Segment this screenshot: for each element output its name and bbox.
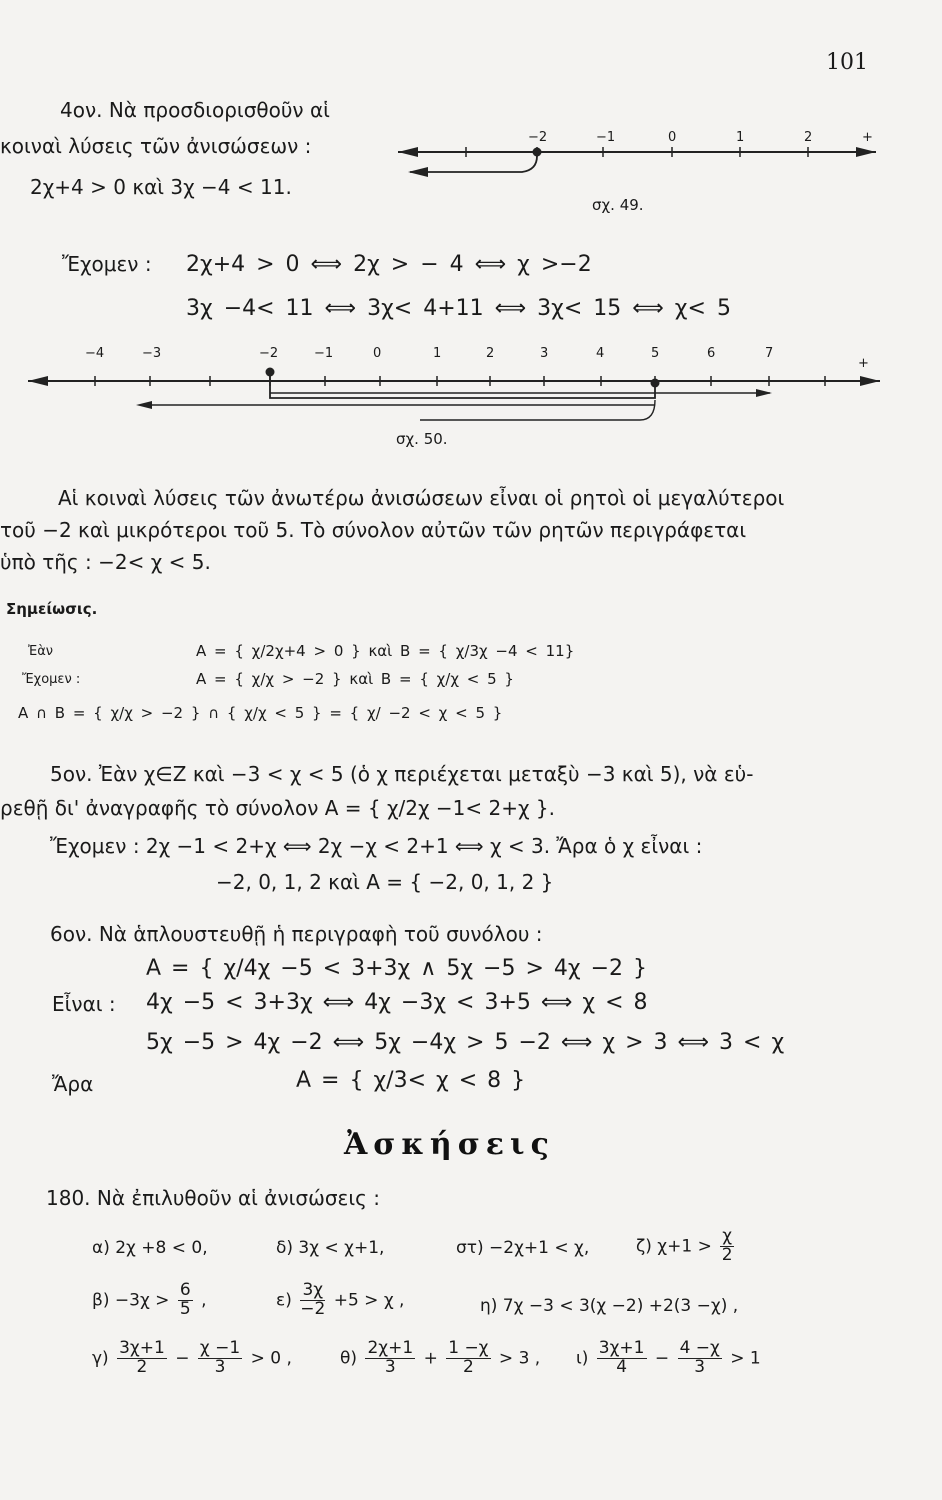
exercise-d: δ) 3χ < χ+1, xyxy=(276,1238,385,1258)
exercise-th-suffix: > 3 , xyxy=(498,1348,541,1369)
exercise-h: η) 7χ −3 < 3(χ −2) +2(3 −χ) , xyxy=(480,1296,739,1316)
fig50-tick-label: 1 xyxy=(433,346,442,361)
ex4-line2: κοιναὶ λύσεις τῶν ἀνισώσεων : xyxy=(0,134,312,158)
fig50-tick-label: 2 xyxy=(486,346,495,361)
ex6-line5: Α = { χ/3< χ < 8 } xyxy=(296,1068,526,1093)
fig50-tick-label: −4 xyxy=(85,346,105,361)
fig49-tick-label: 0 xyxy=(668,130,677,145)
fig50-tick-label: + xyxy=(858,356,869,371)
fig50-tick-label: 6 xyxy=(707,346,716,361)
exercise-b-prefix: β) −3χ > xyxy=(92,1290,170,1311)
fig50-tick-label: −3 xyxy=(142,346,162,361)
ex5-line4: −2, 0, 1, 2 καὶ Α = { −2, 0, 1, 2 } xyxy=(216,870,554,894)
exercise-e-suffix: +5 > χ , xyxy=(333,1290,405,1311)
fraction-denominator: 3 xyxy=(694,1356,706,1377)
exercise-z xyxy=(636,1228,737,1265)
exercise-i-fraction2 xyxy=(678,1340,722,1377)
exercise-b xyxy=(92,1282,206,1319)
ex4-work-label: Ἔχομεν : xyxy=(62,252,152,276)
ex4-conclusion-line2: τοῦ −2 καὶ μικρότεροι τοῦ 5. Τὸ σύνολον αὐτῶν τῶν ρητῶν περιγράφεται xyxy=(0,518,747,542)
exercise-e-prefix: ε) xyxy=(276,1290,292,1311)
remark-row1-label: Ἐὰν xyxy=(28,644,54,659)
exercise-a: α) 2χ +8 < 0, xyxy=(92,1238,208,1258)
exercise-e xyxy=(276,1282,404,1319)
ex4-conclusion-line1: Αἱ κοιναὶ λύσεις τῶν ἀνωτέρω ἀνισώσεων εἶναι οἱ ρητοὶ οἱ μεγαλύτεροι xyxy=(58,486,785,510)
fraction-numerator: 6 xyxy=(179,1280,191,1300)
fig50-tick-label: −1 xyxy=(314,346,334,361)
fraction-numerator: χ xyxy=(722,1226,733,1246)
fig49-point-minus2 xyxy=(533,148,542,157)
fig50-tick-label: 7 xyxy=(765,346,774,361)
exercise-i-prefix: ι) xyxy=(576,1348,589,1369)
exercise-g-fraction2 xyxy=(198,1340,242,1377)
ex6-label-einai: Εἶναι : xyxy=(52,992,116,1016)
fig50-tick-label: −2 xyxy=(259,346,279,361)
exercise-th-operator: + xyxy=(423,1348,438,1369)
remark-row2: Α = { χ/χ > −2 } καὶ Β = { χ/χ < 5 } xyxy=(196,670,514,688)
fig49-tick-label: + xyxy=(862,130,873,145)
exercise-i-suffix: > 1 xyxy=(730,1348,761,1369)
exercise-th-fraction1 xyxy=(365,1340,415,1377)
remark-title: Σημείωσις. xyxy=(6,600,98,618)
exercise-g-operator: − xyxy=(175,1348,190,1369)
exercise-th xyxy=(340,1340,540,1377)
fig49-tick-label: −1 xyxy=(596,130,616,145)
exercise-g-prefix: γ) xyxy=(92,1348,109,1369)
ex4-line1: 4ον. Νὰ προσδιορισθοῦν αἱ xyxy=(60,98,330,122)
exercise-b-suffix: , xyxy=(201,1290,207,1311)
fraction-numerator: 2χ+1 xyxy=(367,1338,414,1358)
exercise-g-suffix: > 0 , xyxy=(250,1348,292,1369)
exercise-b-fraction xyxy=(178,1282,193,1319)
page-number: 101 xyxy=(826,50,868,75)
exercises-heading: Ἀσκήσεις xyxy=(344,1127,555,1162)
fraction-numerator: 3χ+1 xyxy=(119,1338,165,1358)
exercise-e-fraction xyxy=(300,1282,325,1319)
ex6-line4: 5χ −5 > 4χ −2 ⟺ 5χ −4χ > 5 −2 ⟺ χ > 3 ⟺ 3 < χ xyxy=(146,1030,785,1055)
fraction-denominator: 2 xyxy=(136,1356,148,1377)
ex5-line1: 5ον. Ἐὰν χ∈Ζ καὶ −3 < χ < 5 (ὁ χ περιέχεται μεταξὺ −3 καὶ 5), νὰ εὑ- xyxy=(50,762,754,786)
exercise-g xyxy=(92,1340,292,1377)
ex5-line2: ρεθῇ δι' ἀναγραφῆς τὸ σύνολον Α = { χ/2χ −1< 2+χ }. xyxy=(0,796,555,820)
fig50-tick-label: 5 xyxy=(651,346,660,361)
fig50-tick-label: 4 xyxy=(596,346,605,361)
fig50-caption: σχ. 50. xyxy=(396,430,448,448)
exercise-i-fraction1 xyxy=(597,1340,647,1377)
fraction-numerator: 4 −χ xyxy=(679,1338,720,1358)
ex6-line3: 4χ −5 < 3+3χ ⟺ 4χ −3χ < 3+5 ⟺ χ < 8 xyxy=(146,990,648,1015)
exercise-i-operator: − xyxy=(654,1348,670,1369)
fig50-tick-label: 3 xyxy=(540,346,549,361)
exercise-th-prefix: θ) xyxy=(340,1348,358,1369)
exercises-intro: 180. Νὰ ἐπιλυθοῦν αἱ ἀνισώσεις : xyxy=(46,1186,380,1210)
fig49-tick-label: 2 xyxy=(804,130,813,145)
ex4-work-line2: 3χ −4< 11 ⟺ 3χ< 4+11 ⟺ 3χ< 15 ⟺ χ< 5 xyxy=(186,296,731,321)
fig50-point-minus2 xyxy=(266,368,275,377)
ex4-line3: 2χ+4 > 0 καὶ 3χ −4 < 11. xyxy=(30,175,292,199)
exercise-th-fraction2 xyxy=(446,1340,490,1377)
exercise-st: στ) −2χ+1 < χ, xyxy=(456,1238,590,1258)
fraction-denominator: −2 xyxy=(300,1298,326,1319)
fraction-denominator: 3 xyxy=(384,1356,396,1377)
fraction-denominator: 2 xyxy=(721,1244,733,1265)
exercise-z-prefix: ζ) χ+1 > xyxy=(636,1236,712,1257)
remark-row3: Α ∩ Β = { χ/χ > −2 } ∩ { χ/χ < 5 } = { χ/ −2 < χ < 5 } xyxy=(18,704,503,722)
remark-row2-label: Ἔχομεν : xyxy=(22,672,81,687)
fraction-numerator: 3χ xyxy=(300,1282,325,1301)
fig49-tick-label: −2 xyxy=(528,130,548,145)
fraction-denominator: 4 xyxy=(616,1356,628,1377)
fraction-numerator: χ −1 xyxy=(199,1338,241,1358)
ex4-conclusion-line3: ὑπὸ τῆς : −2< χ < 5. xyxy=(0,550,211,574)
exercise-g-fraction1 xyxy=(117,1340,167,1377)
fraction-numerator: 1 −χ xyxy=(448,1338,489,1358)
ex6-line1: 6ον. Νὰ ἁπλουστευθῇ ἡ περιγραφὴ τοῦ συνόλου : xyxy=(50,922,543,946)
ex5-line3: Ἔχομεν : 2χ −1 < 2+χ ⟺ 2χ −χ < 2+1 ⟺ χ < 3. Ἄρα ὁ χ εἶναι : xyxy=(50,834,703,858)
exercise-z-fraction xyxy=(720,1228,734,1265)
fig50-point-5 xyxy=(651,379,660,388)
fraction-denominator: 2 xyxy=(462,1356,474,1377)
remark-row1: Α = { χ/2χ+4 > 0 } καὶ Β = { χ/3χ −4 < 11} xyxy=(196,642,575,660)
ex4-work-line1: 2χ+4 > 0 ⟺ 2χ > − 4 ⟺ χ >−2 xyxy=(186,252,592,277)
fig50-tick-label: 0 xyxy=(373,346,382,361)
ex6-line2: Α = { χ/4χ −5 < 3+3χ ∧ 5χ −5 > 4χ −2 } xyxy=(146,956,648,981)
fraction-numerator: 3χ+1 xyxy=(598,1338,645,1358)
fig49-caption: σχ. 49. xyxy=(592,196,644,214)
fraction-denominator: 5 xyxy=(179,1298,191,1319)
exercise-i xyxy=(576,1340,761,1377)
fig49-tick-label: 1 xyxy=(736,130,745,145)
fig49-number-line xyxy=(0,0,942,430)
ex6-label-ara: Ἄρα xyxy=(52,1072,94,1096)
fraction-denominator: 3 xyxy=(214,1356,226,1377)
